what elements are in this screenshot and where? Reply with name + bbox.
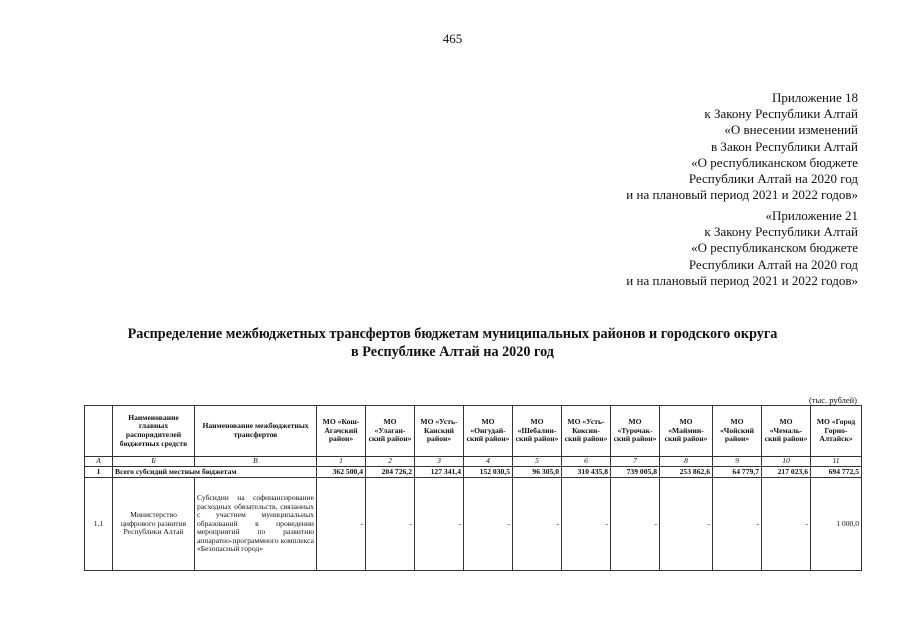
page-number: 465 bbox=[442, 31, 463, 46]
column-header: МО «Город Горно-Алтайск» bbox=[811, 406, 862, 457]
subsidy-detail-row bbox=[85, 478, 862, 571]
appendix-line: в Закон Республики Алтай bbox=[711, 138, 858, 154]
table-header-row bbox=[85, 406, 862, 457]
appendix-line: «О внесении изменений bbox=[724, 122, 858, 138]
value-cell: - bbox=[611, 478, 660, 571]
column-index: 7 bbox=[611, 457, 660, 467]
column-header: МО «Усть-Канский район» bbox=[415, 406, 464, 457]
total-value-cell: 739 005,8 bbox=[611, 467, 660, 478]
ministry-name-cell: Министерство цифрового развития Республики Алтай bbox=[113, 478, 195, 571]
appendix-line: и на плановый период 2021 и 2022 годов» bbox=[626, 187, 858, 203]
appendix-line: к Закону Республики Алтай bbox=[704, 106, 858, 122]
appendix-line: «Приложение 21 bbox=[765, 208, 858, 223]
total-value-cell: 694 772,5 bbox=[811, 467, 862, 478]
appendix-line: «О республиканском бюджете bbox=[691, 154, 858, 170]
total-value-cell: 253 862,6 bbox=[660, 467, 713, 478]
total-value-cell: 152 030,5 bbox=[464, 467, 513, 478]
appendix-line: Приложение 18 bbox=[771, 90, 858, 105]
title-line: в Республике Алтай на 2020 год bbox=[351, 343, 554, 360]
value-cell: - bbox=[660, 478, 713, 571]
value-cell: - bbox=[366, 478, 415, 571]
column-index: 6 bbox=[562, 457, 611, 467]
value-cell: - bbox=[464, 478, 513, 571]
total-value-cell: 362 500,4 bbox=[317, 467, 366, 478]
column-index: 3 bbox=[415, 457, 464, 467]
column-header: МО «Улаган-ский район» bbox=[366, 406, 415, 457]
column-index: 10 bbox=[762, 457, 811, 467]
total-value-cell: 64 779,7 bbox=[713, 467, 762, 478]
value-cell: - bbox=[713, 478, 762, 571]
total-value-cell: 127 341,4 bbox=[415, 467, 464, 478]
total-value-cell: 310 435,8 bbox=[562, 467, 611, 478]
total-value-cell: 217 023,6 bbox=[762, 467, 811, 478]
column-index: А bbox=[85, 457, 113, 467]
appendix-line: «О республиканском бюджете bbox=[691, 240, 858, 256]
column-index: 4 bbox=[464, 457, 513, 467]
column-index: 11 bbox=[811, 457, 862, 467]
transfers-table bbox=[84, 405, 862, 571]
column-index: 5 bbox=[513, 457, 562, 467]
value-cell: - bbox=[513, 478, 562, 571]
appendix-18-heading bbox=[626, 90, 858, 203]
column-index: В bbox=[195, 457, 317, 467]
column-header: МО «Чемаль-ский район» bbox=[762, 406, 811, 457]
column-header: МО «Кош-Агачский район» bbox=[317, 406, 366, 457]
value-cell: - bbox=[562, 478, 611, 571]
value-cell: 1 000,0 bbox=[811, 478, 862, 571]
row-number: 1 bbox=[85, 467, 113, 478]
value-cell: - bbox=[317, 478, 366, 571]
row-number: 1.1 bbox=[85, 478, 113, 571]
total-value-cell: 96 305,0 bbox=[513, 467, 562, 478]
column-index: 8 bbox=[660, 457, 713, 467]
column-index: Б bbox=[113, 457, 195, 467]
column-header: МО «Турочак-ский район» bbox=[611, 406, 660, 457]
value-cell: - bbox=[415, 478, 464, 571]
appendix-line: Республики Алтай на 2020 год bbox=[688, 256, 858, 272]
total-value-cell: 204 726,2 bbox=[366, 467, 415, 478]
column-header: МО «Чойский район» bbox=[713, 406, 762, 457]
column-header: Наименование межбюджетных трансфертов bbox=[195, 406, 317, 457]
column-header: МО «Онгудай-ский район» bbox=[464, 406, 513, 457]
appendix-line: к Закону Республики Алтай bbox=[704, 224, 858, 240]
column-index: 1 bbox=[317, 457, 366, 467]
column-index-row bbox=[85, 457, 862, 467]
column-header bbox=[85, 406, 113, 457]
value-cell: - bbox=[762, 478, 811, 571]
column-header: Наименование главных распорядителей бюджетных средств bbox=[113, 406, 195, 457]
row-label: Всего субсидий местным бюджетам bbox=[113, 467, 317, 478]
document-title bbox=[0, 326, 905, 361]
units-note: (тыс. рублей) bbox=[808, 395, 857, 405]
column-header: МО «Шебалин-ский район» bbox=[513, 406, 562, 457]
total-subsidies-row bbox=[85, 467, 862, 478]
column-header: МО «Усть-Коксин-ский район» bbox=[562, 406, 611, 457]
transfer-name-cell: Субсидии на софинансирование расходных обязательств, связанных с участием муниципальных образований в проведении мероприятий по развитию аппаратно-программного комплекса «Безопасный город» bbox=[195, 478, 317, 571]
column-header: МО «Маймин-ский район» bbox=[660, 406, 713, 457]
title-line: Распределение межбюджетных трансфертов бюджетам муниципальных районов и городского округа bbox=[127, 326, 778, 342]
column-index: 9 bbox=[713, 457, 762, 467]
appendix-line: Республики Алтай на 2020 год bbox=[688, 171, 858, 187]
column-index: 2 bbox=[366, 457, 415, 467]
appendix-line: и на плановый период 2021 и 2022 годов» bbox=[626, 272, 858, 288]
appendix-21-heading bbox=[626, 208, 858, 289]
